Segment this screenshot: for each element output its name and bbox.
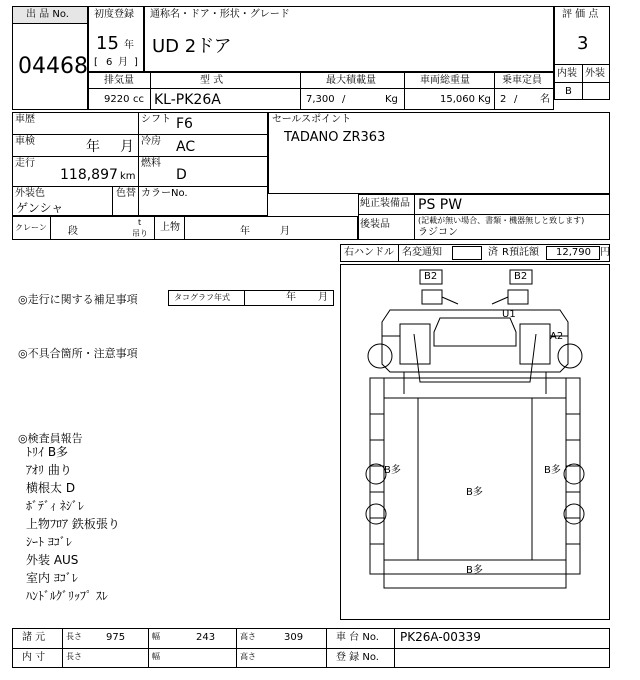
width-value: 243: [196, 632, 216, 643]
genuine-equipment: PS PW: [418, 197, 463, 213]
cab-front-panel: [414, 334, 536, 382]
damage-mark-b-bottom: B多: [466, 565, 483, 576]
wheel-rear-left-2: [366, 504, 386, 524]
cab-windshield: [434, 318, 516, 346]
displacement: 9220: [104, 94, 130, 105]
gross-weight-label: 車両総重量: [420, 75, 470, 86]
chassis-number-label: 車 台 No.: [336, 632, 379, 643]
body-label: 上物: [160, 222, 180, 233]
registration-number-label: 登 録 No.: [336, 652, 379, 663]
aftermarket-note: (記載が無い場合、書類・機器無しと致します): [418, 216, 585, 225]
inner-height-label: 高さ: [240, 652, 256, 661]
height-value: 309: [284, 632, 304, 643]
mirror-left: [422, 290, 442, 304]
tailgate: [384, 574, 566, 588]
width-label: 幅: [152, 632, 160, 641]
mileage-label: 走行: [15, 158, 35, 169]
registration-year: 15: [96, 33, 119, 54]
defects-label: ◎不具合箇所・注意事項: [18, 347, 138, 360]
body-month-unit: 月: [280, 226, 290, 237]
crane-label: クレーン: [15, 223, 47, 232]
name-change-box: [452, 246, 482, 260]
tachograph-month-unit: 月: [318, 292, 328, 303]
inner-dimensions-label: 内 寸: [22, 652, 46, 663]
model-label: 通称名・ドア・形状・グレード: [150, 9, 290, 20]
inner-length-label: 長さ: [66, 652, 82, 661]
first-registration-label: 初度登録: [94, 9, 134, 20]
dimensions-label: 諸 元: [22, 632, 46, 643]
inspector-item: 室内 ﾖｺﾞﾚ: [26, 571, 78, 585]
ac-value: AC: [176, 139, 196, 155]
inspection-month-unit: 月: [120, 139, 134, 155]
history-label: 車歴: [15, 114, 35, 125]
capacity: 2: [500, 94, 507, 105]
registration-year-unit: 年: [124, 40, 134, 51]
inspector-item: ｼｰﾄ ﾖｺﾞﾚ: [26, 535, 72, 549]
grade-label: 評 価 点: [562, 9, 599, 20]
max-load-separator: /: [342, 94, 346, 105]
max-load-label: 最大積載量: [326, 75, 376, 86]
recycle-deposit-unit: 円: [600, 247, 610, 258]
damage-mark-u1: U1: [502, 309, 516, 320]
wheel-front-left: [368, 344, 392, 368]
right-hand-drive-label: 右ハンドル: [344, 247, 394, 258]
displacement-unit: cc: [133, 94, 144, 105]
length-value: 975: [106, 632, 126, 643]
gross-weight: 15,060: [440, 94, 475, 105]
name-change-label: 名変通知: [402, 247, 442, 258]
damage-mark-b-right: B多: [544, 465, 561, 476]
interior-grade-label: 内装: [557, 68, 577, 79]
fuel-label: 燃料: [141, 158, 161, 169]
inspector-item: ﾎﾞﾃﾞｨ ﾈｼﾞﾚ: [26, 499, 84, 513]
crane-ton-unit: t: [138, 218, 142, 227]
sales-point-label: セールスポイント: [272, 114, 352, 125]
inspector-item: 上物ﾌﾛｱ 鉄板張り: [26, 517, 120, 531]
inspector-item: ｱｵﾘ 曲り: [26, 463, 72, 477]
displacement-label: 排気量: [104, 75, 134, 86]
shift-label: シフト: [141, 114, 171, 125]
ac-label: 冷房: [141, 136, 161, 147]
registration-month: 6: [106, 57, 113, 68]
tachograph-label: タコグラフ年式: [174, 293, 230, 302]
damage-mark-b2-left: B2: [424, 271, 438, 282]
mirror-right: [508, 290, 528, 304]
cargo-bed: [384, 378, 566, 574]
max-load: 7,300: [306, 94, 335, 105]
genuine-equipment-label: 純正装備品: [360, 198, 410, 209]
inner-width-label: 幅: [152, 652, 160, 661]
registration-month-bracket-close: ]: [134, 57, 138, 68]
color-change-label: 色替: [116, 188, 136, 199]
driving-remarks-label: ◎走行に関する補足事項: [18, 293, 138, 306]
body-year-unit: 年: [240, 226, 250, 237]
shift-value: F6: [176, 116, 193, 132]
damage-mark-a2: A2: [550, 331, 564, 342]
wheel-rear-right-2: [564, 504, 584, 524]
exterior-grade-label: 外装: [585, 68, 605, 79]
crane-hang-unit: 吊り: [132, 229, 148, 238]
lot-number-label: 出 品 No.: [26, 9, 69, 20]
registration-month-unit: 月: [118, 57, 128, 68]
wheel-rear-left: [366, 464, 386, 484]
inspector-item: 横根太 D: [26, 481, 76, 495]
capacity-label: 乗車定員: [502, 75, 542, 86]
lot-number: 04468: [18, 54, 88, 79]
type-label: 型 式: [200, 75, 224, 86]
color-label: 外装色: [15, 188, 45, 199]
model-type: KL-PK26A: [154, 92, 221, 108]
height-label: 高さ: [240, 632, 256, 641]
inspector-report-label: ◎検査員報告: [18, 432, 83, 445]
inspector-item: 外装 AUS: [26, 553, 79, 567]
inspector-item: ﾊﾝﾄﾞﾙｸﾞﾘｯﾌﾟ ｽﾚ: [26, 589, 108, 603]
color-value: ゲンシャ: [16, 201, 64, 215]
recycle-deposit: 12,790: [556, 247, 591, 258]
cab-outline: [382, 310, 568, 372]
gross-weight-unit: Kg: [478, 94, 491, 105]
inspector-items: [26, 446, 120, 608]
aftermarket-label: 後装品: [360, 219, 390, 230]
mileage-unit: km: [120, 171, 136, 182]
settled-label: 済: [488, 247, 498, 258]
capacity-separator: /: [514, 94, 518, 105]
mileage-value: 118,897: [60, 167, 118, 183]
model-name: UD 2ドア: [152, 36, 232, 57]
aftermarket-value: ラジコン: [418, 227, 458, 238]
inspection-year-unit: 年: [86, 139, 100, 155]
tachograph-year-unit: 年: [286, 292, 296, 303]
wheel-rear-right: [564, 464, 584, 484]
crane-row: [12, 216, 358, 240]
interior-grade: B: [565, 86, 572, 97]
capacity-unit: 名: [540, 94, 550, 105]
inspector-item: ﾄﾘｲ B多: [26, 445, 69, 459]
damage-mark-b2-right: B2: [514, 271, 528, 282]
color-number-label: カラーNo.: [141, 188, 188, 199]
max-load-unit: Kg: [385, 94, 398, 105]
fuel-value: D: [176, 167, 187, 183]
wheel-front-right: [558, 344, 582, 368]
recycle-deposit-label: R預託額: [502, 247, 539, 258]
inspection-label: 車検: [15, 136, 35, 147]
registration-month-bracket-open: [: [94, 57, 98, 68]
crane-stage-unit: 段: [68, 226, 78, 237]
chassis-number: PK26A-00339: [400, 630, 481, 644]
length-label: 長さ: [66, 632, 82, 641]
grade-value: 3: [577, 33, 589, 54]
sales-point-text: TADANO ZR363: [284, 130, 386, 145]
damage-mark-b-center: B多: [466, 487, 483, 498]
damage-mark-b-left: B多: [384, 465, 401, 476]
